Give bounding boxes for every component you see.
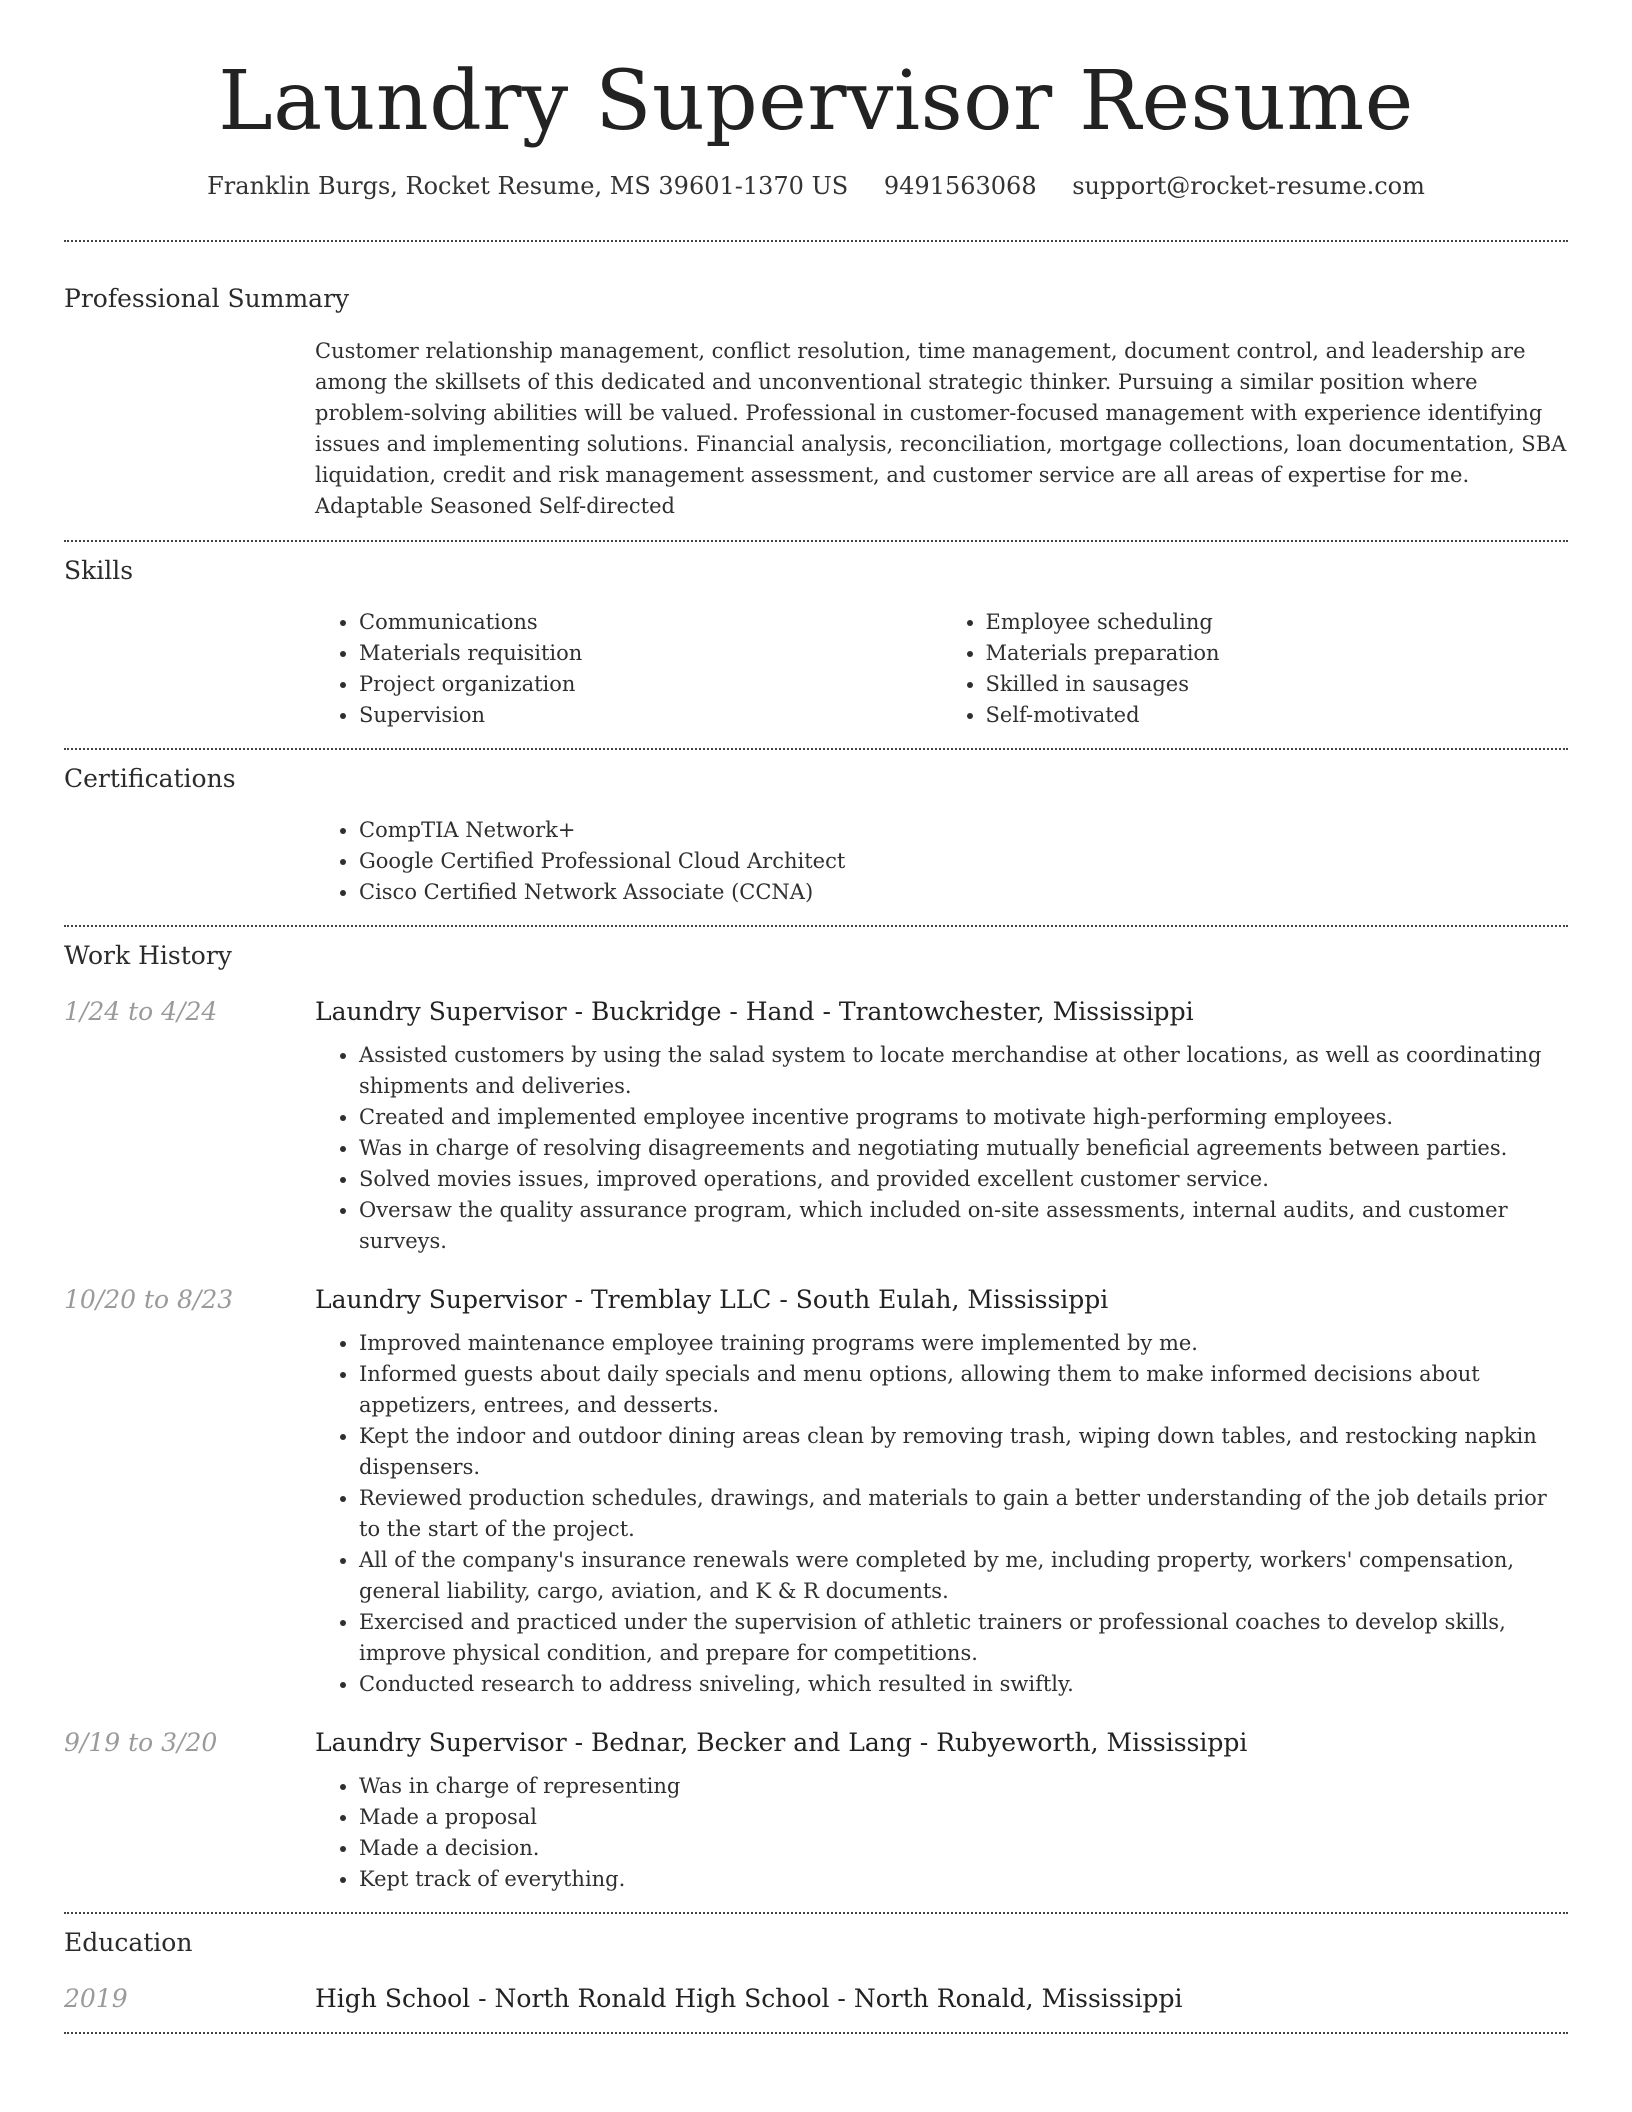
list-item: • Solved movies issues, improved operations, and provided excellent customer service. — [359, 1164, 1568, 1195]
list-item: • Cisco Certified Network Associate (CCNA) — [359, 877, 1568, 908]
list-item: • All of the company's insurance renewals were completed by me, including property, workers' compensation, general liability, cargo, aviation, and K & R documents. — [359, 1545, 1568, 1607]
list-item: • Assisted customers by using the salad system to locate merchandise at other locations, as well as coordinating shipments and deliveries. — [359, 1040, 1568, 1102]
section-divider — [64, 1912, 1568, 1914]
certifications-heading: Certifications — [64, 764, 236, 793]
list-item: • Informed guests about daily specials and menu options, allowing them to make informed decisions about appetizers, entrees, and desserts. — [359, 1359, 1568, 1421]
certifications-section — [64, 762, 1568, 908]
section-divider — [64, 540, 1568, 542]
education-entry — [64, 1984, 1568, 2013]
job-entry — [64, 1728, 1568, 1895]
summary-heading: Professional Summary — [64, 284, 350, 313]
section-divider — [64, 2032, 1568, 2034]
education-title: High School - North Ronald High School - North Ronald, Mississippi — [315, 1984, 1183, 2013]
job-bullets — [315, 1771, 1568, 1895]
summary-text: Customer relationship management, conflict resolution, time management, document control, and leadership are among the skillsets of this dedicated and unconventional strategic thinker. Pursuing a similar position where problem-solving abilities will be valued. Professional in customer-focused management with experience identifying issues and implementing solutions. Financial analysis, reconciliation, mortgage collections, loan documentation, SBA liquidation, credit and risk management assessment, and customer service are all areas of expertise for me. Adaptable Seasoned Self-directed — [315, 339, 1567, 518]
list-item: • Exercised and practiced under the supervision of athletic trainers or professional coaches to develop skills, improve physical condition, and prepare for competitions. — [359, 1607, 1568, 1669]
job-entry — [64, 1285, 1568, 1700]
job-header — [64, 1285, 1568, 1314]
contact-address: Franklin Burgs, Rocket Resume, MS 39601-1370 US — [207, 172, 849, 200]
section-divider — [64, 240, 1568, 242]
list-item: • Created and implemented employee incentive programs to motivate high-performing employees. — [359, 1102, 1568, 1133]
summary-section — [64, 282, 1568, 522]
education-year: 2019 — [64, 1984, 128, 2013]
list-item: • Kept track of everything. — [359, 1864, 1568, 1895]
skills-section — [64, 554, 1568, 731]
list-item: • Materials preparation — [986, 638, 1569, 669]
skills-column-left — [315, 607, 942, 731]
list-item: • Was in charge of resolving disagreements and negotiating mutually beneficial agreements between parties. — [359, 1133, 1568, 1164]
list-item: • Materials requisition — [359, 638, 942, 669]
section-divider — [64, 748, 1568, 750]
job-dates: 1/24 to 4/24 — [64, 997, 218, 1026]
resume-page — [64, 0, 1568, 2034]
job-title: Laundry Supervisor - Buckridge - Hand - Trantowchester, Mississippi — [315, 997, 1194, 1026]
certifications-list — [315, 815, 1568, 908]
list-item: • CompTIA Network+ — [359, 815, 1568, 846]
list-item: • Self-motivated — [986, 700, 1569, 731]
contact-email[interactable]: support@rocket-resume.com — [1072, 172, 1425, 200]
list-item: • Was in charge of representing — [359, 1771, 1568, 1802]
job-header — [64, 997, 1568, 1026]
list-item: • Made a decision. — [359, 1833, 1568, 1864]
job-dates: 9/19 to 3/20 — [64, 1728, 218, 1757]
list-item: • Made a proposal — [359, 1802, 1568, 1833]
skills-column-right — [942, 607, 1569, 731]
list-item: • Supervision — [359, 700, 942, 731]
job-title: Laundry Supervisor - Tremblay LLC - South Eulah, Mississippi — [315, 1285, 1109, 1314]
list-item: • Improved maintenance employee training programs were implemented by me. — [359, 1328, 1568, 1359]
list-item: • Kept the indoor and outdoor dining areas clean by removing trash, wiping down tables, and restocking napkin dispensers. — [359, 1421, 1568, 1483]
list-item: • Oversaw the quality assurance program, which included on-site assessments, internal audits, and customer surveys. — [359, 1195, 1568, 1257]
list-item: • Reviewed production schedules, drawings, and materials to gain a better understanding of the job details prior to the start of the project. — [359, 1483, 1568, 1545]
page-title: Laundry Supervisor Resume — [218, 54, 1414, 149]
section-divider — [64, 925, 1568, 927]
list-item: • Skilled in sausages — [986, 669, 1569, 700]
job-entry — [64, 997, 1568, 1257]
skills-heading: Skills — [64, 556, 134, 585]
education-heading: Education — [64, 1928, 193, 1957]
skills-list — [315, 607, 1568, 731]
list-item: • Communications — [359, 607, 942, 638]
list-item: • Google Certified Professional Cloud Architect — [359, 846, 1568, 877]
work-history-heading: Work History — [64, 941, 232, 970]
contact-phone[interactable]: 9491563068 — [883, 172, 1037, 200]
contact-line — [64, 170, 1568, 202]
job-bullets — [315, 1328, 1568, 1700]
job-header — [64, 1728, 1568, 1757]
list-item: • Project organization — [359, 669, 942, 700]
work-history-section — [64, 939, 1568, 1895]
list-item: • Conducted research to address sniveling, which resulted in swiftly. — [359, 1669, 1568, 1700]
job-bullets — [315, 1040, 1568, 1257]
education-section — [64, 1926, 1568, 2013]
job-dates: 10/20 to 8/23 — [64, 1285, 234, 1314]
job-title: Laundry Supervisor - Bednar, Becker and Lang - Rubyeworth, Mississippi — [315, 1728, 1248, 1757]
list-item: • Employee scheduling — [986, 607, 1569, 638]
